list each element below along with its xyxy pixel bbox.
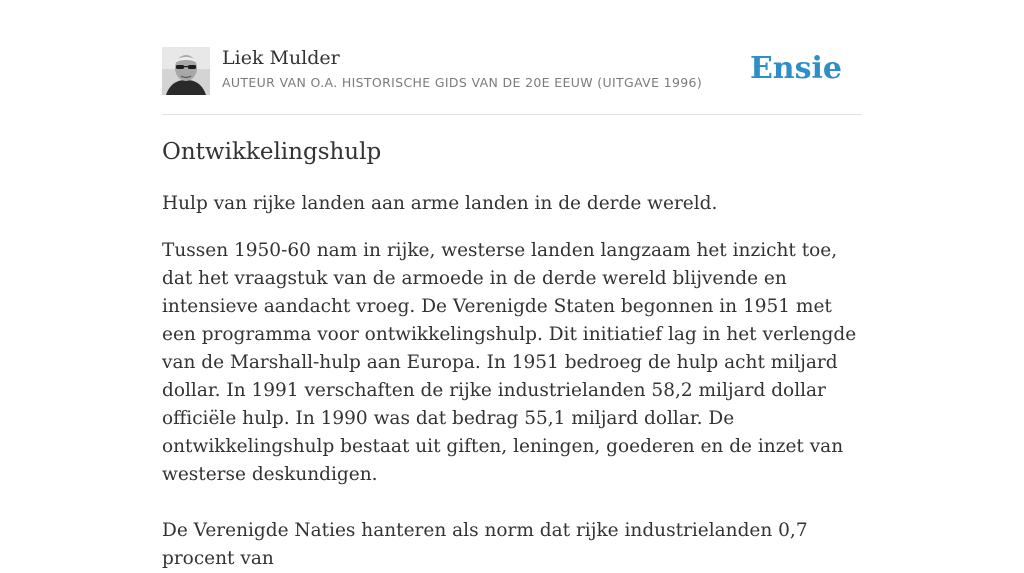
article-lead: Hulp van rijke landen aan arme landen in de derde wereld.	[162, 193, 718, 214]
author-header	[162, 46, 862, 115]
article-paragraph: Tussen 1950-60 nam in rijke, westerse landen langzaam het inzicht toe, dat het vraagstuk van de armoede in de derde wereld blijvende en intensieve aandacht vroeg. De Verenigde Staten begonnen in 1951 met een programma voor ontwikkelingshulp. Dit initiatief lag in het verlengde van de Marshall-hulp aan Europa. In 1951 bedroeg de hulp acht miljard dollar. In 1991 verschaften de rijke industrielanden 58,2 miljard dollar officiële hulp. In 1990 was dat bedrag 55,1 miljard dollar. De ontwikkelingshulp bestaat uit giften, leningen, goederen en de inzet van westerse deskundigen.	[162, 240, 857, 485]
article-title: Ontwikkelingshulp	[162, 139, 382, 165]
article-paragraph: De Verenigde Naties hanteren als norm dat rijke industrielanden 0,7 procent van	[162, 520, 808, 569]
article	[162, 136, 862, 573]
author-photo-icon	[162, 47, 210, 95]
author-bio: AUTEUR VAN O.A. HISTORISCHE GIDS VAN DE 20E EEUW (UITGAVE 1996)	[222, 75, 703, 90]
author-avatar[interactable]	[162, 47, 210, 95]
author-name[interactable]: Liek Mulder	[222, 47, 340, 69]
brand-logo[interactable]: Ensie	[749, 51, 842, 86]
